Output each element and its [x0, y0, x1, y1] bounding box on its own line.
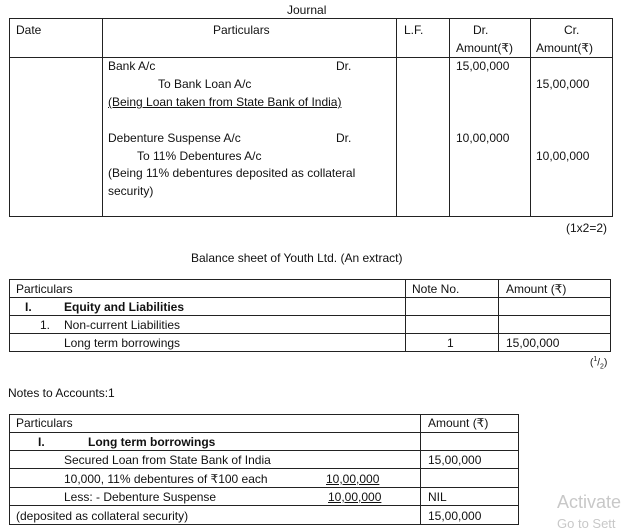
bs-border-left: [9, 279, 10, 352]
journal-top-border: [9, 18, 613, 19]
entry1-dr-amount: 15,00,000: [456, 59, 510, 73]
notes-bottom-border: [9, 524, 519, 525]
entry1-narration: (Being Loan taken from State Bank of India): [108, 95, 342, 109]
bs-row-noncurrent-num: 1.: [40, 318, 51, 332]
journal-header-cr-amount: Amount(₹): [536, 41, 593, 55]
bs-marks-numerator: 1: [593, 356, 598, 363]
entry2-cr-amount: 10,00,000: [536, 149, 590, 163]
notes-row-borrowings-num: I.: [38, 435, 45, 449]
journal-header-lf: L.F.: [404, 23, 424, 37]
journal-title: Journal: [287, 3, 327, 17]
bs-row-divider: [9, 297, 611, 298]
journal-border-left: [9, 18, 10, 217]
bs-col-divider: [405, 279, 406, 352]
notes-header-particulars: Particulars: [16, 416, 73, 430]
bs-border-right: [610, 279, 611, 352]
notes-header-amount: Amount (₹): [428, 416, 489, 430]
notes-row-secured-loan-amount: 15,00,000: [428, 453, 482, 467]
entry2-credit-account: To 11% Debentures A/c: [137, 149, 262, 163]
entry2-narration-line2: security): [108, 184, 154, 198]
notes-row-less-suspense-amount: NIL: [428, 490, 447, 504]
notes-border-left: [9, 414, 10, 525]
entry2-dr-amount: 10,00,000: [456, 131, 510, 145]
notes-row-secured-loan-label: Secured Loan from State Bank of India: [64, 453, 271, 467]
journal-header-date: Date: [16, 23, 42, 37]
entry1-dr-mark: Dr.: [336, 59, 352, 73]
bs-header-particulars: Particulars: [16, 282, 73, 296]
journal-bottom-border: [9, 216, 613, 217]
journal-col-divider: [449, 18, 450, 217]
notes-row-collateral-amount: 15,00,000: [428, 509, 482, 523]
bs-marks-denominator: 2: [600, 363, 604, 371]
notes-top-border: [9, 414, 519, 415]
journal-header-dr: Dr.: [473, 23, 489, 37]
entry1-cr-amount: 15,00,000: [536, 77, 590, 91]
journal-border-right: [612, 18, 613, 217]
notes-row-less-suspense-label: Less: - Debenture Suspense: [64, 490, 217, 504]
journal-header-particulars: Particulars: [213, 23, 270, 37]
notes-row-divider: [9, 432, 519, 433]
journal-col-divider: [530, 18, 531, 217]
notes-row-divider: [9, 450, 519, 451]
bs-row-equity-num: I.: [25, 300, 32, 314]
bs-col-divider: [498, 279, 499, 352]
journal-col-divider: [102, 18, 103, 217]
journal-header-cr: Cr.: [564, 23, 580, 37]
notes-row-collateral-label: (deposited as collateral security): [16, 509, 189, 523]
bs-row-noncurrent-label: Non-current Liabilities: [64, 318, 181, 332]
bs-header-amount: Amount (₹): [506, 282, 567, 296]
journal-header-divider: [9, 57, 613, 58]
balance-sheet-title: Balance sheet of Youth Ltd. (An extract): [191, 251, 403, 265]
notes-border-right: [518, 414, 519, 525]
bs-row-borrowings-label: Long term borrowings: [64, 336, 181, 350]
entry1-credit-account: To Bank Loan A/c: [158, 77, 252, 91]
notes-row-debentures-label: 10,000, 11% debentures of ₹100 each: [64, 472, 268, 486]
entry2-narration-line1: (Being 11% debentures deposited as collateral: [108, 166, 356, 180]
bs-row-equity-label: Equity and Liabilities: [64, 300, 185, 314]
entry2-debit-account: Debenture Suspense A/c: [108, 131, 241, 145]
notes-row-borrowings-label: Long term borrowings: [88, 435, 216, 449]
bs-row-divider: [9, 333, 611, 334]
notes-row-debentures-sub: 10,00,000: [326, 472, 380, 486]
bs-row-borrowings-note: 1: [447, 336, 454, 350]
journal-marks: (1x2=2): [566, 221, 608, 235]
entry1-debit-account: Bank A/c: [108, 59, 156, 73]
notes-col-divider: [420, 414, 421, 525]
bs-top-border: [9, 279, 611, 280]
bs-row-borrowings-amount: 15,00,000: [506, 336, 560, 350]
notes-row-less-suspense-sub: 10,00,000: [328, 490, 382, 504]
bs-row-divider: [9, 315, 611, 316]
entry2-dr-mark: Dr.: [336, 131, 352, 145]
bs-marks: $(^1/_2)$: [590, 356, 608, 371]
journal-header-dr-amount: Amount(₹): [456, 41, 513, 55]
bs-bottom-border: [9, 351, 611, 352]
notes-row-divider: [9, 487, 519, 488]
journal-col-divider: [396, 18, 397, 217]
bs-header-note-no: Note No.: [412, 282, 460, 296]
activate-watermark-title: Activate: [557, 492, 622, 512]
notes-row-divider: [9, 468, 519, 469]
notes-title: Notes to Accounts:1: [8, 386, 115, 400]
activate-watermark-subtitle: Go to Sett: [557, 516, 616, 531]
notes-row-divider: [9, 505, 519, 506]
